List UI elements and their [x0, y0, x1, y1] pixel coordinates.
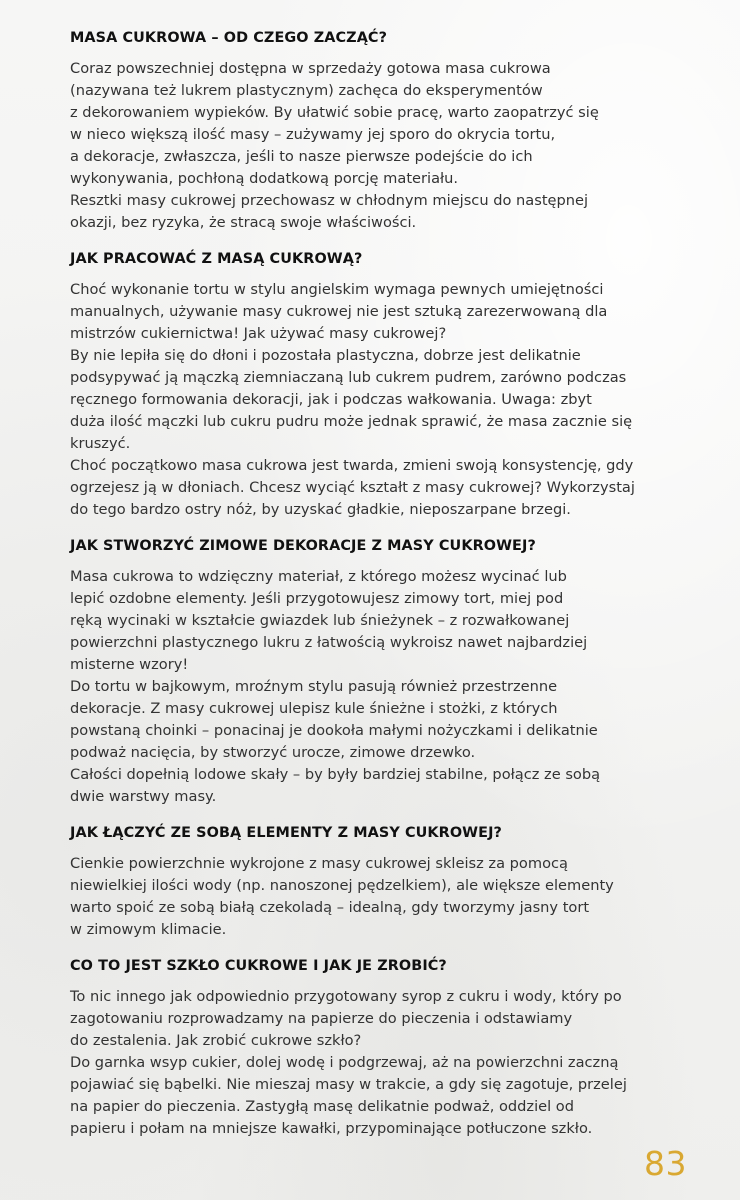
text-line: misterne wzory! — [70, 656, 189, 673]
text-line: Choć początkowo masa cukrowa jest twarda, zmieni swoją konsystencję, gdy — [70, 457, 634, 474]
text-line: powierzchni plastycznego lukru z łatwością wykroisz nawet najbardziej — [70, 634, 588, 651]
section-body — [70, 566, 710, 808]
text-line: pojawiać się bąbelki. Nie mieszaj masy w trakcie, a gdy się zagotuje, przelej — [70, 1076, 627, 1093]
text-line: ręką wycinaki w kształcie gwiazdek lub śnieżynek – z rozwałkowanej — [70, 612, 570, 629]
section-body — [70, 986, 710, 1140]
section-jak-pracowac — [70, 249, 710, 521]
text-line: powstaną choinki – ponacinaj je dookoła małymi nożyczkami i delikatnie — [70, 722, 598, 739]
text-line: Cienkie powierzchnie wykrojone z masy cukrowej skleisz za pomocą — [70, 855, 568, 872]
section-heading: JAK PRACOWAĆ Z MASĄ CUKROWĄ? — [70, 251, 363, 267]
text-line: Choć wykonanie tortu w stylu angielskim wymaga pewnych umiejętności — [70, 281, 604, 298]
section-heading: JAK ŁĄCZYĆ ZE SOBĄ ELEMENTY Z MASY CUKROWEJ? — [70, 825, 502, 841]
section-masa-cukrowa — [70, 28, 710, 234]
text-line: w nieco większą ilość masy – zużywamy jej sporo do okrycia tortu, — [70, 126, 556, 143]
text-line: ręcznego formowania dekoracji, jak i podczas wałkowania. Uwaga: zbyt — [70, 391, 592, 408]
section-heading: JAK STWORZYĆ ZIMOWE DEKORACJE Z MASY CUKROWEJ? — [70, 538, 536, 554]
text-line: podsypywać ją mączką ziemniaczaną lub cukrem pudrem, zarówno podczas — [70, 369, 627, 386]
text-line: Resztki masy cukrowej przechowasz w chłodnym miejscu do następnej — [70, 192, 589, 209]
text-line: kruszyć. — [70, 435, 131, 452]
section-body — [70, 853, 710, 941]
text-line: zagotowaniu rozprowadzamy na papierze do pieczenia i odstawiamy — [70, 1010, 573, 1027]
text-line: na papier do pieczenia. Zastygłą masę delikatnie podważ, oddziel od — [70, 1098, 575, 1115]
text-line: ogrzejesz ją w dłoniach. Chcesz wyciąć kształt z masy cukrowej? Wykorzystaj — [70, 479, 635, 496]
text-line: dwie warstwy masy. — [70, 788, 217, 805]
text-line: duża ilość mączki lub cukru pudru może jednak sprawić, że masa zacznie się — [70, 413, 633, 430]
text-line: Całości dopełnią lodowe skały – by były bardziej stabilne, połącz ze sobą — [70, 766, 601, 783]
text-line: niewielkiej ilości wody (np. nanoszonej pędzelkiem), ale większe elementy — [70, 877, 614, 894]
section-laczenie-elementow — [70, 823, 710, 941]
text-line: dekoracje. Z masy cukrowej ulepisz kule śnieżne i stożki, z których — [70, 700, 558, 717]
text-line: do zestalenia. Jak zrobić cukrowe szkło? — [70, 1032, 362, 1049]
text-line: lepić ozdobne elementy. Jeśli przygotowujesz zimowy tort, miej pod — [70, 590, 564, 607]
section-body — [70, 58, 710, 234]
text-line: do tego bardzo ostry nóż, by uzyskać gładkie, nieposzarpane brzegi. — [70, 501, 571, 518]
text-line: podważ nacięcia, by stworzyć urocze, zimowe drzewko. — [70, 744, 476, 761]
text-line: To nic innego jak odpowiednio przygotowany syrop z cukru i wody, który po — [70, 988, 622, 1005]
text-line: Do tortu w bajkowym, mroźnym stylu pasują również przestrzenne — [70, 678, 558, 695]
text-line: wykonywania, pochłoną dodatkową porcję materiału. — [70, 170, 459, 187]
text-line: warto spoić ze sobą białą czekoladą – idealną, gdy tworzymy jasny tort — [70, 899, 590, 916]
section-heading: CO TO JEST SZKŁO CUKROWE I JAK JE ZROBIĆ? — [70, 958, 447, 974]
text-line: (nazywana też lukrem plastycznym) zachęca do eksperymentów — [70, 82, 543, 99]
text-line: By nie lepiła się do dłoni i pozostała plastyczna, dobrze jest delikatnie — [70, 347, 581, 364]
article — [70, 28, 710, 1140]
text-line: manualnych, używanie masy cukrowej nie jest sztuką zarezerwowaną dla — [70, 303, 608, 320]
text-line: z dekorowaniem wypieków. By ułatwić sobie pracę, warto zaopatrzyć się — [70, 104, 599, 121]
text-line: okazji, bez ryzyka, że stracą swoje właściwości. — [70, 214, 417, 231]
text-line: Coraz powszechniej dostępna w sprzedaży gotowa masa cukrowa — [70, 60, 551, 77]
text-line: mistrzów cukiernictwa! Jak używać masy cukrowej? — [70, 325, 447, 342]
section-body — [70, 279, 710, 521]
section-zimowe-dekoracje — [70, 536, 710, 808]
section-szklo-cukrowe — [70, 956, 710, 1140]
text-line: Do garnka wsyp cukier, dolej wodę i podgrzewaj, aż na powierzchni zaczną — [70, 1054, 619, 1071]
text-line: w zimowym klimacie. — [70, 921, 227, 938]
page-number: 83 — [644, 1144, 687, 1183]
section-heading: MASA CUKROWA – OD CZEGO ZACZĄĆ? — [70, 30, 388, 46]
text-line: papieru i połam na mniejsze kawałki, przypominające potłuczone szkło. — [70, 1120, 593, 1137]
text-line: Masa cukrowa to wdzięczny materiał, z którego możesz wycinać lub — [70, 568, 567, 585]
text-line: a dekoracje, zwłaszcza, jeśli to nasze pierwsze podejście do ich — [70, 148, 533, 165]
